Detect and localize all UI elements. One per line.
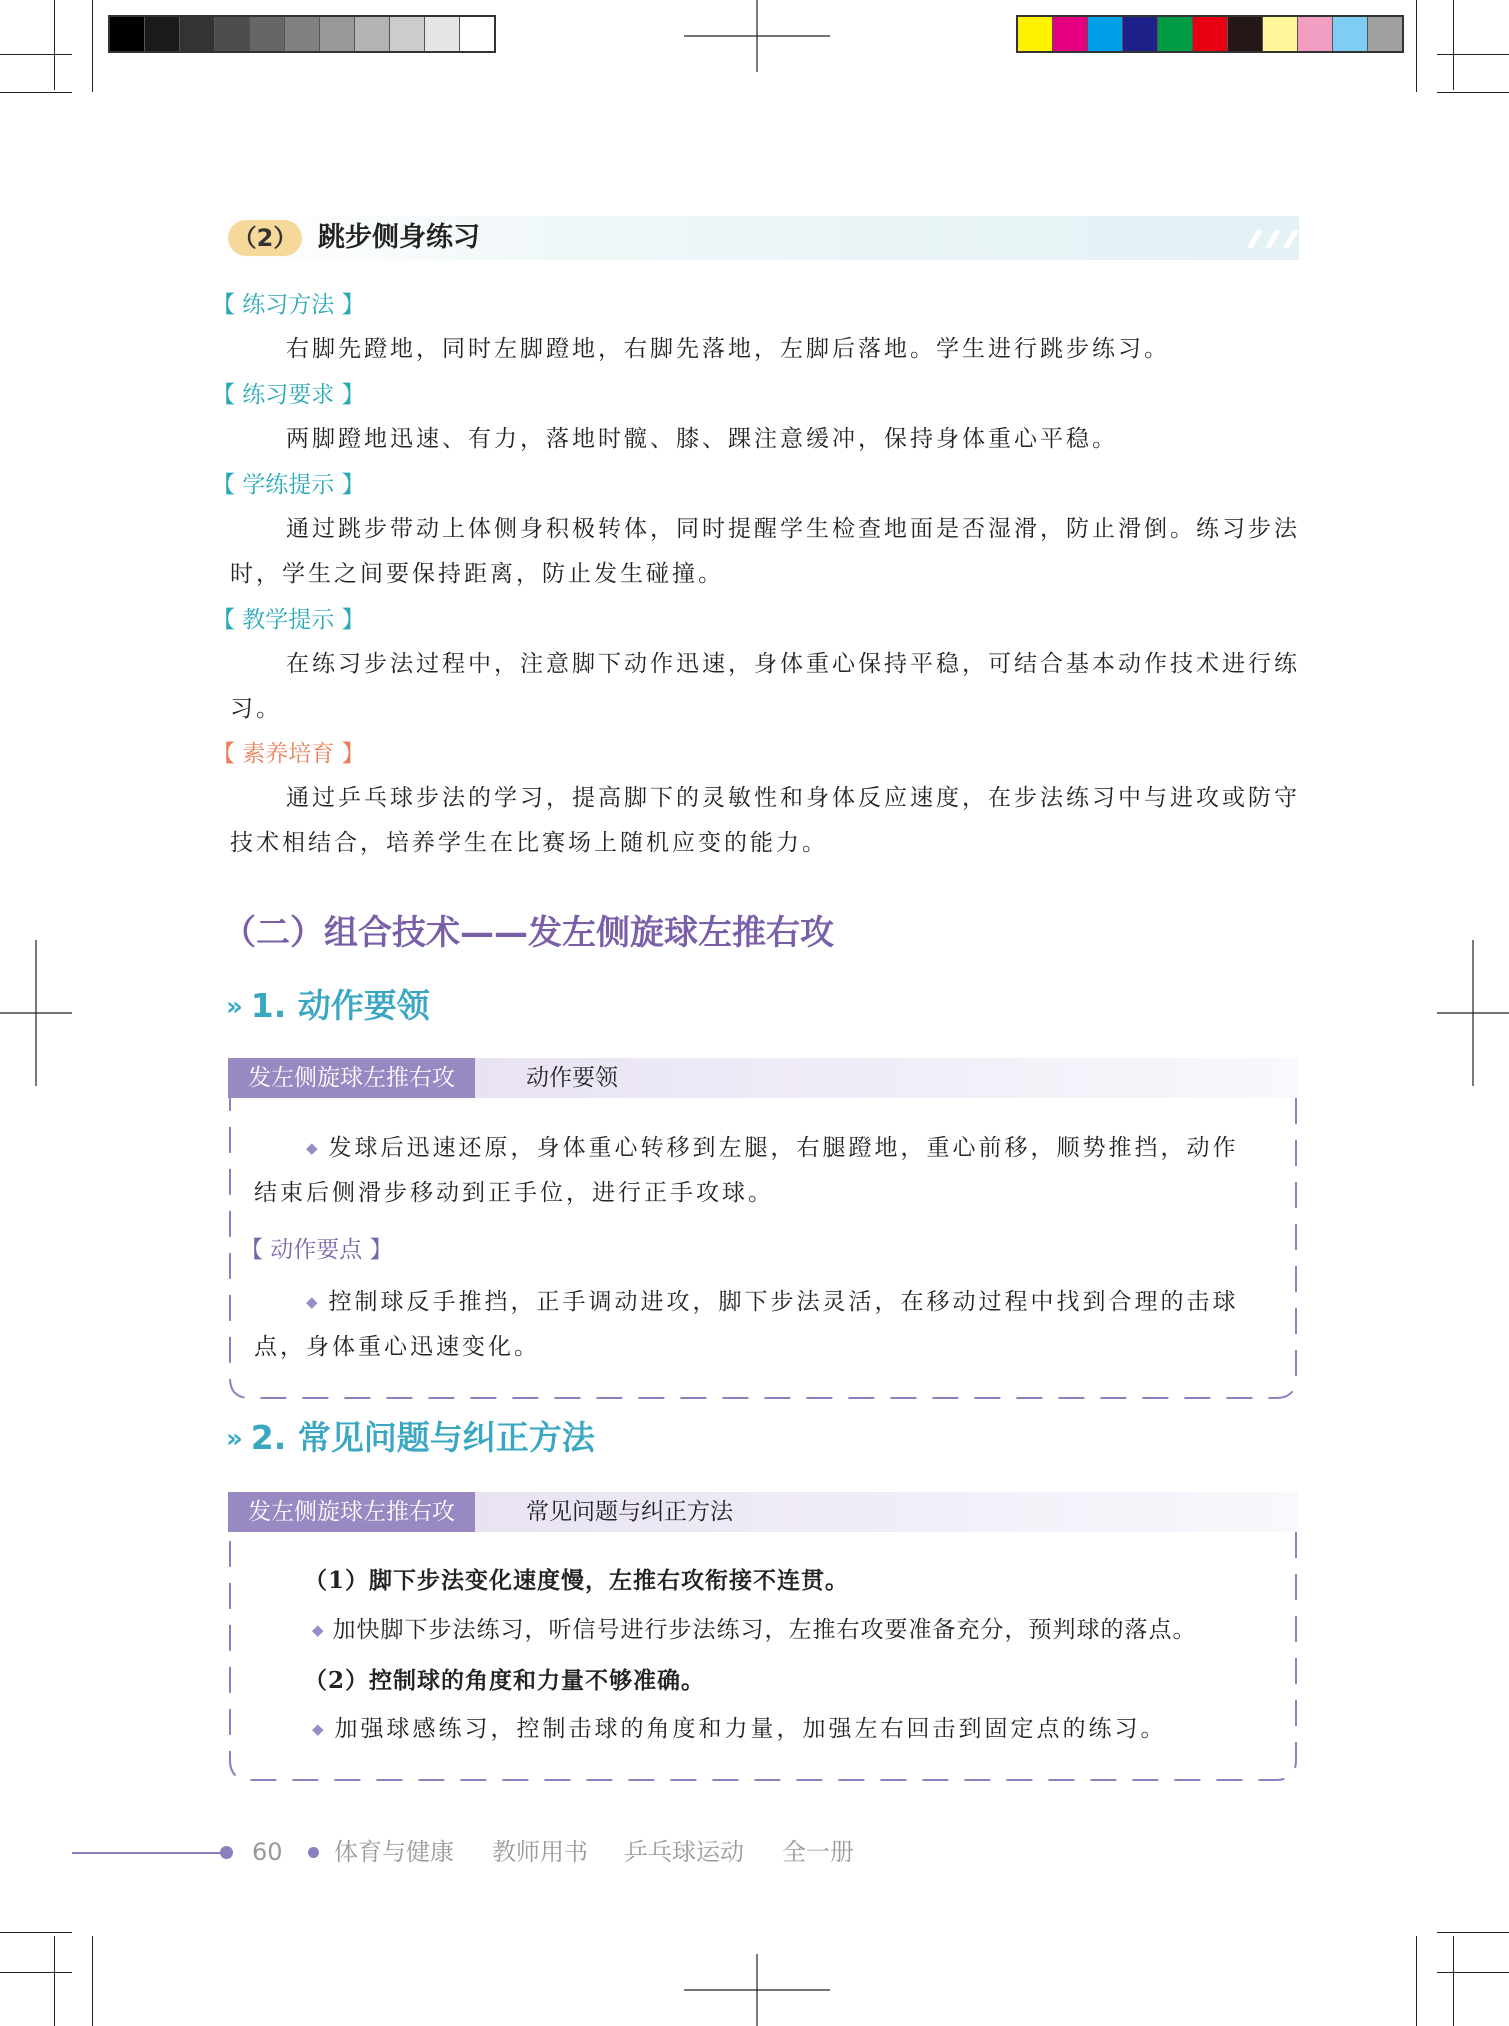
literacy-cultivation-label: 【 素养培育 】 (212, 741, 365, 767)
part-two-heading: （二）组合技术——发左侧旋球左推右攻 (222, 913, 834, 953)
registration-mark-right (1437, 940, 1509, 1086)
gray-swatch (320, 17, 355, 51)
gray-swatch (425, 17, 460, 51)
practice-method-label: 【 练习方法 】 (212, 292, 365, 318)
box1-text-2: ◆ 控制球反手推挡，正手调动进攻，脚下步法灵活，在移动过程中找到合理的击球点，身体重心迅速变化。 (254, 1289, 1239, 1360)
learning-tip-label: 【 学练提示 】 (212, 472, 365, 498)
gray-swatch (460, 17, 494, 51)
box-tag: 发左侧旋球左推右攻 (228, 1492, 475, 1532)
key-points-label: 【 动作要点 】 (240, 1237, 393, 1263)
color-swatch (1263, 17, 1298, 51)
footer-volume: 全一册 (782, 1838, 854, 1866)
box-title: 常见问题与纠正方法 (526, 1499, 733, 1525)
section-heading-2 (228, 216, 1299, 260)
color-swatch (1123, 17, 1158, 51)
problem-2: （2）控制球的角度和力量不够准确。 (304, 1667, 706, 1694)
footer-subject: 乒乓球运动 (624, 1838, 744, 1866)
learning-tip-text: 通过跳步带动上体侧身积极转体，同时提醒学生检查地面是否湿滑，防止滑倒。练习步法时，学生之间要保持距离，防止发生碰撞。 (230, 516, 1300, 587)
correction-1: ◆ 加快脚下步法练习，听信号进行步法练习，左推右攻要准备充分，预判球的落点。 (312, 1617, 1197, 1643)
gray-swatch (285, 17, 320, 51)
gray-swatch (145, 17, 180, 51)
box-title: 动作要领 (526, 1065, 618, 1091)
section-title: 跳步侧身练习 (318, 222, 480, 253)
page-number: 60 (252, 1838, 283, 1866)
diamond-bullet-icon: ◆ (306, 1293, 321, 1311)
gray-swatch (390, 17, 425, 51)
process-color-bar (1016, 15, 1404, 53)
action-essentials-box (228, 1058, 1298, 1402)
gray-swatch (355, 17, 390, 51)
footer-dot-icon (308, 1847, 319, 1858)
box1-text-1: ◆ 发球后迅速还原，身体重心转移到左腿，右腿蹬地，重心前移，顺势推挡，动作结束后侧滑步移动到正手位，进行正手攻球。 (254, 1135, 1239, 1206)
teaching-tip-text: 在练习步法过程中，注意脚下动作迅速，身体重心保持平稳，可结合基本动作技术进行练习。 (230, 651, 1300, 722)
color-swatch (1088, 17, 1123, 51)
chevron-icon: » (226, 992, 243, 1022)
diamond-bullet-icon: ◆ (306, 1139, 321, 1157)
common-problems-box (228, 1492, 1298, 1782)
gray-swatch (250, 17, 285, 51)
practice-requirement-label: 【 练习要求 】 (212, 382, 365, 408)
footer-line (72, 1852, 222, 1854)
registration-mark-top (684, 0, 830, 72)
color-swatch (1228, 17, 1263, 51)
color-swatch (1193, 17, 1228, 51)
footer-dot-icon (220, 1846, 233, 1859)
gray-swatch (110, 17, 145, 51)
box-header (228, 1492, 1298, 1532)
color-swatch (1053, 17, 1088, 51)
color-swatch (1333, 17, 1368, 51)
subsection-heading-2: » 2. 常见问题与纠正方法 (226, 1418, 595, 1457)
diamond-bullet-icon: ◆ (312, 1621, 325, 1639)
literacy-cultivation-text: 通过乒乓球步法的学习，提高脚下的灵敏性和身体反应速度，在步法练习中与进攻或防守技术相结合，培养学生在比赛场上随机应变的能力。 (230, 785, 1300, 856)
section-number-badge: （2） (228, 220, 302, 256)
practice-requirement-text: 两脚蹬地迅速、有力，落地时髋、膝、踝注意缓冲，保持身体重心平稳。 (286, 426, 1118, 452)
gray-swatch (215, 17, 250, 51)
color-swatch (1298, 17, 1333, 51)
problem-1: （1）脚下步法变化速度慢，左推右攻衔接不连贯。 (304, 1567, 850, 1594)
stripe-decoration (1239, 216, 1299, 260)
footer-type: 教师用书 (492, 1838, 588, 1866)
color-swatch (1368, 17, 1402, 51)
footer-book: 体育与健康 (334, 1838, 454, 1866)
box-tag: 发左侧旋球左推右攻 (228, 1058, 475, 1098)
color-swatch (1158, 17, 1193, 51)
color-swatch (1018, 17, 1053, 51)
registration-mark-bottom (684, 1954, 830, 2026)
gray-swatch (180, 17, 215, 51)
practice-method-text: 右脚先蹬地，同时左脚蹬地，右脚先落地，左脚后落地。学生进行跳步练习。 (286, 336, 1170, 362)
subsection-heading-1: » 1. 动作要领 (226, 986, 430, 1025)
teaching-tip-label: 【 教学提示 】 (212, 607, 365, 633)
box-header (228, 1058, 1298, 1098)
chevron-icon: » (226, 1424, 243, 1454)
correction-2: ◆ 加强球感练习，控制击球的角度和力量，加强左右回击到固定点的练习。 (312, 1716, 1167, 1742)
diamond-bullet-icon: ◆ (312, 1720, 327, 1738)
grayscale-color-bar (108, 15, 496, 53)
registration-mark-left (0, 940, 72, 1086)
